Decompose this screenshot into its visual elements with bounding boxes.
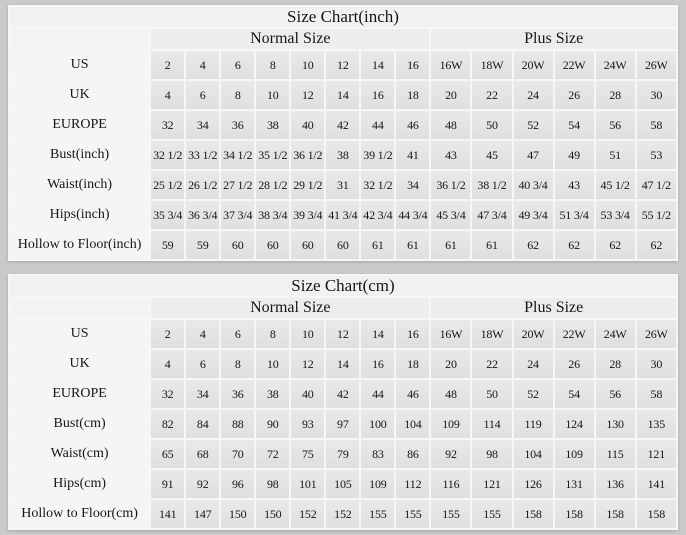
size-value-cell: 44 3/4 — [395, 200, 430, 230]
size-value-cell: 141 — [636, 469, 677, 499]
size-value-cell: 40 3/4 — [513, 170, 554, 200]
size-value-cell: 42 3/4 — [360, 200, 395, 230]
size-value-cell: 61 — [430, 230, 471, 260]
size-value-cell: 34 1/2 — [220, 140, 255, 170]
row-label: Hips(cm) — [9, 469, 150, 499]
size-value-cell: 30 — [636, 349, 677, 379]
size-value-cell: 93 — [290, 409, 325, 439]
size-value-cell: 16 — [395, 319, 430, 349]
size-value-cell: 42 — [325, 110, 360, 140]
size-value-cell: 45 3/4 — [430, 200, 471, 230]
table-row — [9, 80, 677, 110]
size-value-cell: 29 1/2 — [290, 170, 325, 200]
size-value-cell: 24 — [513, 80, 554, 110]
size-value-cell: 97 — [325, 409, 360, 439]
size-value-cell: 4 — [185, 50, 220, 80]
size-value-cell: 158 — [636, 499, 677, 529]
size-value-cell: 54 — [554, 110, 595, 140]
size-value-cell: 47 3/4 — [471, 200, 512, 230]
table-row — [9, 319, 677, 349]
size-value-cell: 135 — [636, 409, 677, 439]
size-value-cell: 88 — [220, 409, 255, 439]
size-value-cell: 18W — [471, 50, 512, 80]
size-value-cell: 40 — [290, 110, 325, 140]
row-label: Waist(inch) — [9, 170, 150, 200]
size-value-cell: 4 — [185, 319, 220, 349]
size-value-cell: 14 — [325, 80, 360, 110]
row-label: Hips(inch) — [9, 200, 150, 230]
size-value-cell: 61 — [360, 230, 395, 260]
table-row — [9, 230, 677, 260]
size-value-cell: 56 — [595, 110, 636, 140]
size-value-cell: 51 — [595, 140, 636, 170]
size-value-cell: 150 — [220, 499, 255, 529]
size-value-cell: 34 — [395, 170, 430, 200]
size-value-cell: 6 — [185, 80, 220, 110]
size-value-cell: 62 — [595, 230, 636, 260]
size-value-cell: 83 — [360, 439, 395, 469]
size-value-cell: 155 — [360, 499, 395, 529]
size-value-cell: 20 — [430, 349, 471, 379]
size-value-cell: 28 — [595, 80, 636, 110]
size-value-cell: 26 1/2 — [185, 170, 220, 200]
size-value-cell: 147 — [185, 499, 220, 529]
size-value-cell: 90 — [255, 409, 290, 439]
size-value-cell: 158 — [513, 499, 554, 529]
size-value-cell: 155 — [395, 499, 430, 529]
size-value-cell: 49 — [554, 140, 595, 170]
row-label: Bust(inch) — [9, 140, 150, 170]
size-value-cell: 34 — [185, 379, 220, 409]
size-value-cell: 98 — [471, 439, 512, 469]
size-value-cell: 38 3/4 — [255, 200, 290, 230]
size-value-cell: 42 — [325, 379, 360, 409]
table-row — [9, 439, 677, 469]
size-value-cell: 84 — [185, 409, 220, 439]
size-value-cell: 10 — [255, 349, 290, 379]
size-value-cell: 72 — [255, 439, 290, 469]
size-value-cell: 34 — [185, 110, 220, 140]
size-value-cell: 126 — [513, 469, 554, 499]
row-label: Hollow to Floor(inch) — [9, 230, 150, 260]
size-value-cell: 68 — [185, 439, 220, 469]
size-value-cell: 158 — [595, 499, 636, 529]
size-value-cell: 131 — [554, 469, 595, 499]
row-label: EUROPE — [9, 379, 150, 409]
size-value-cell: 82 — [150, 409, 185, 439]
size-value-cell: 16 — [360, 80, 395, 110]
size-value-cell: 52 — [513, 379, 554, 409]
size-value-cell: 16 — [360, 349, 395, 379]
size-value-cell: 8 — [220, 349, 255, 379]
size-value-cell: 150 — [255, 499, 290, 529]
size-value-cell: 22W — [554, 319, 595, 349]
size-value-cell: 92 — [430, 439, 471, 469]
size-value-cell: 114 — [471, 409, 512, 439]
row-label: US — [9, 319, 150, 349]
size-value-cell: 109 — [430, 409, 471, 439]
table-row — [9, 110, 677, 140]
size-value-cell: 2 — [150, 50, 185, 80]
size-value-cell: 41 — [395, 140, 430, 170]
size-value-cell: 36 — [220, 379, 255, 409]
size-value-cell: 101 — [290, 469, 325, 499]
size-value-cell: 18W — [471, 319, 512, 349]
size-value-cell: 36 3/4 — [185, 200, 220, 230]
size-value-cell: 141 — [150, 499, 185, 529]
size-value-cell: 28 — [595, 349, 636, 379]
table-title: Size Chart(inch) — [9, 6, 677, 28]
size-value-cell: 91 — [150, 469, 185, 499]
size-value-cell: 130 — [595, 409, 636, 439]
size-value-cell: 39 3/4 — [290, 200, 325, 230]
table-row — [9, 50, 677, 80]
size-value-cell: 70 — [220, 439, 255, 469]
size-value-cell: 119 — [513, 409, 554, 439]
corner-cell — [9, 297, 150, 319]
row-label: Bust(cm) — [9, 409, 150, 439]
size-value-cell: 18 — [395, 349, 430, 379]
row-label: EUROPE — [9, 110, 150, 140]
size-value-cell: 58 — [636, 379, 677, 409]
size-value-cell: 46 — [395, 379, 430, 409]
row-label: Hollow to Floor(cm) — [9, 499, 150, 529]
plus-size-header: Plus Size — [430, 297, 677, 319]
size-value-cell: 112 — [395, 469, 430, 499]
size-value-cell: 136 — [595, 469, 636, 499]
size-value-cell: 6 — [185, 349, 220, 379]
size-value-cell: 47 1/2 — [636, 170, 677, 200]
size-value-cell: 16 — [395, 50, 430, 80]
size-value-cell: 38 1/2 — [471, 170, 512, 200]
size-value-cell: 121 — [471, 469, 512, 499]
size-value-cell: 152 — [325, 499, 360, 529]
size-value-cell: 75 — [290, 439, 325, 469]
size-value-cell: 152 — [290, 499, 325, 529]
size-value-cell: 22 — [471, 80, 512, 110]
size-value-cell: 60 — [220, 230, 255, 260]
size-value-cell: 8 — [220, 80, 255, 110]
size-value-cell: 53 — [636, 140, 677, 170]
size-value-cell: 124 — [554, 409, 595, 439]
group-header-row — [9, 297, 677, 319]
size-value-cell: 32 — [150, 379, 185, 409]
size-value-cell: 100 — [360, 409, 395, 439]
size-value-cell: 36 1/2 — [290, 140, 325, 170]
size-value-cell: 2 — [150, 319, 185, 349]
size-value-cell: 54 — [554, 379, 595, 409]
size-value-cell: 104 — [513, 439, 554, 469]
size-value-cell: 12 — [325, 50, 360, 80]
size-value-cell: 109 — [554, 439, 595, 469]
size-value-cell: 22 — [471, 349, 512, 379]
size-value-cell: 16W — [430, 50, 471, 80]
size-value-cell: 24 — [513, 349, 554, 379]
size-value-cell: 31 — [325, 170, 360, 200]
size-value-cell: 49 3/4 — [513, 200, 554, 230]
size-value-cell: 50 — [471, 110, 512, 140]
size-value-cell: 39 1/2 — [360, 140, 395, 170]
size-value-cell: 8 — [255, 50, 290, 80]
size-value-cell: 6 — [220, 50, 255, 80]
size-value-cell: 14 — [360, 319, 395, 349]
size-value-cell: 158 — [554, 499, 595, 529]
size-value-cell: 28 1/2 — [255, 170, 290, 200]
table-row — [9, 200, 677, 230]
table-row — [9, 170, 677, 200]
size-value-cell: 12 — [290, 349, 325, 379]
size-value-cell: 62 — [513, 230, 554, 260]
size-value-cell: 32 1/2 — [150, 140, 185, 170]
size-value-cell: 16W — [430, 319, 471, 349]
size-value-cell: 14 — [325, 349, 360, 379]
size-value-cell: 40 — [290, 379, 325, 409]
size-value-cell: 86 — [395, 439, 430, 469]
size-value-cell: 44 — [360, 110, 395, 140]
row-label: Waist(cm) — [9, 439, 150, 469]
table-row — [9, 379, 677, 409]
size-chart-inch-body — [9, 50, 677, 260]
size-value-cell: 10 — [255, 80, 290, 110]
size-value-cell: 25 1/2 — [150, 170, 185, 200]
size-value-cell: 24W — [595, 319, 636, 349]
size-value-cell: 109 — [360, 469, 395, 499]
size-value-cell: 45 — [471, 140, 512, 170]
size-value-cell: 26W — [636, 50, 677, 80]
size-value-cell: 33 1/2 — [185, 140, 220, 170]
size-value-cell: 30 — [636, 80, 677, 110]
size-value-cell: 18 — [395, 80, 430, 110]
size-value-cell: 65 — [150, 439, 185, 469]
size-value-cell: 121 — [636, 439, 677, 469]
size-value-cell: 35 1/2 — [255, 140, 290, 170]
size-value-cell: 79 — [325, 439, 360, 469]
size-value-cell: 104 — [395, 409, 430, 439]
size-value-cell: 37 3/4 — [220, 200, 255, 230]
size-value-cell: 32 — [150, 110, 185, 140]
size-value-cell: 115 — [595, 439, 636, 469]
size-value-cell: 51 3/4 — [554, 200, 595, 230]
normal-size-header: Normal Size — [150, 297, 430, 319]
size-value-cell: 155 — [471, 499, 512, 529]
size-value-cell: 46 — [395, 110, 430, 140]
size-value-cell: 38 — [325, 140, 360, 170]
size-chart-inch-table — [8, 5, 678, 261]
size-value-cell: 36 1/2 — [430, 170, 471, 200]
size-chart-cm-table — [8, 274, 678, 530]
size-value-cell: 60 — [255, 230, 290, 260]
size-value-cell: 41 3/4 — [325, 200, 360, 230]
plus-size-header: Plus Size — [430, 28, 677, 50]
size-value-cell: 24W — [595, 50, 636, 80]
table-row — [9, 499, 677, 529]
size-value-cell: 98 — [255, 469, 290, 499]
size-value-cell: 12 — [325, 319, 360, 349]
size-value-cell: 38 — [255, 379, 290, 409]
size-value-cell: 59 — [185, 230, 220, 260]
size-value-cell: 43 — [554, 170, 595, 200]
size-value-cell: 4 — [150, 80, 185, 110]
title-row — [9, 275, 677, 297]
size-value-cell: 61 — [471, 230, 512, 260]
size-value-cell: 48 — [430, 379, 471, 409]
size-value-cell: 22W — [554, 50, 595, 80]
size-value-cell: 14 — [360, 50, 395, 80]
group-header-row — [9, 28, 677, 50]
size-value-cell: 10 — [290, 50, 325, 80]
size-value-cell: 12 — [290, 80, 325, 110]
size-value-cell: 26 — [554, 349, 595, 379]
size-value-cell: 155 — [430, 499, 471, 529]
row-label: UK — [9, 80, 150, 110]
size-value-cell: 55 1/2 — [636, 200, 677, 230]
size-value-cell: 36 — [220, 110, 255, 140]
size-value-cell: 52 — [513, 110, 554, 140]
normal-size-header: Normal Size — [150, 28, 430, 50]
size-value-cell: 6 — [220, 319, 255, 349]
size-value-cell: 60 — [290, 230, 325, 260]
size-value-cell: 62 — [554, 230, 595, 260]
table-row — [9, 469, 677, 499]
size-value-cell: 44 — [360, 379, 395, 409]
size-value-cell: 43 — [430, 140, 471, 170]
size-value-cell: 4 — [150, 349, 185, 379]
size-value-cell: 26 — [554, 80, 595, 110]
size-value-cell: 26W — [636, 319, 677, 349]
size-value-cell: 45 1/2 — [595, 170, 636, 200]
size-value-cell: 61 — [395, 230, 430, 260]
size-value-cell: 10 — [290, 319, 325, 349]
size-value-cell: 58 — [636, 110, 677, 140]
size-value-cell: 59 — [150, 230, 185, 260]
size-value-cell: 96 — [220, 469, 255, 499]
size-value-cell: 35 3/4 — [150, 200, 185, 230]
table-row — [9, 409, 677, 439]
table-row — [9, 349, 677, 379]
size-value-cell: 105 — [325, 469, 360, 499]
size-value-cell: 20W — [513, 319, 554, 349]
size-value-cell: 8 — [255, 319, 290, 349]
size-value-cell: 20W — [513, 50, 554, 80]
title-row — [9, 6, 677, 28]
size-value-cell: 20 — [430, 80, 471, 110]
size-value-cell: 62 — [636, 230, 677, 260]
size-value-cell: 116 — [430, 469, 471, 499]
size-value-cell: 32 1/2 — [360, 170, 395, 200]
row-label: UK — [9, 349, 150, 379]
row-label: US — [9, 50, 150, 80]
size-value-cell: 27 1/2 — [220, 170, 255, 200]
table-row — [9, 140, 677, 170]
size-value-cell: 60 — [325, 230, 360, 260]
size-value-cell: 56 — [595, 379, 636, 409]
table-title: Size Chart(cm) — [9, 275, 677, 297]
size-chart-cm-body — [9, 319, 677, 529]
size-value-cell: 53 3/4 — [595, 200, 636, 230]
size-value-cell: 38 — [255, 110, 290, 140]
size-value-cell: 47 — [513, 140, 554, 170]
size-value-cell: 92 — [185, 469, 220, 499]
corner-cell — [9, 28, 150, 50]
size-value-cell: 48 — [430, 110, 471, 140]
size-value-cell: 50 — [471, 379, 512, 409]
